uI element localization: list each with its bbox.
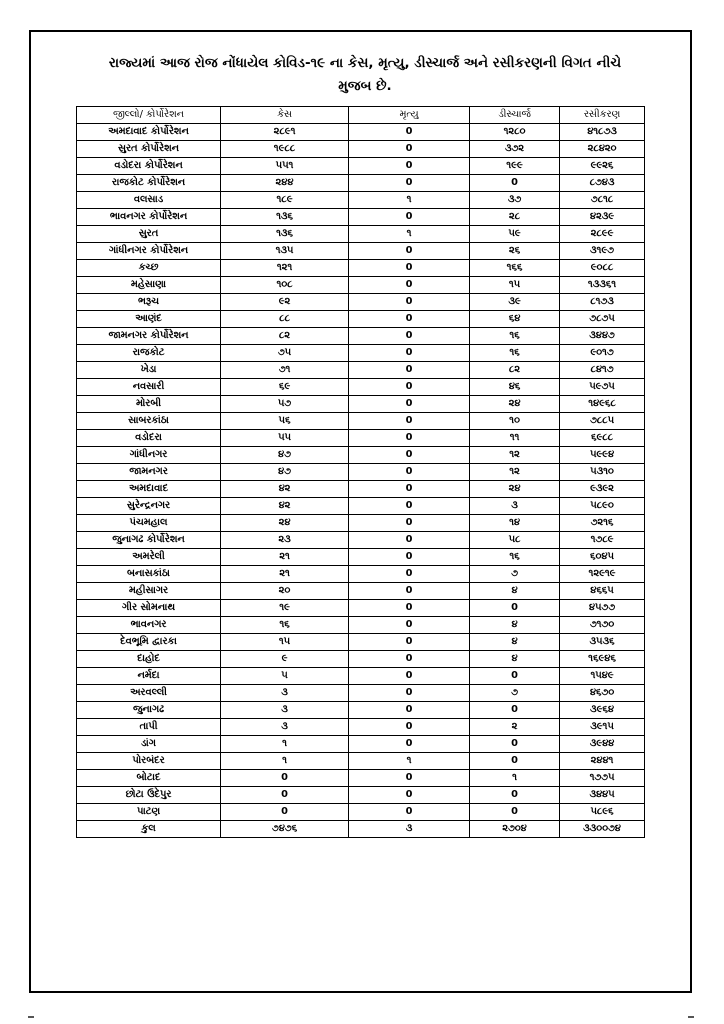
table-row xyxy=(77,345,645,362)
cell-deaths: 0 xyxy=(349,328,470,345)
cell-discharge: 0 xyxy=(470,668,560,685)
cell-vaccination: ૩૪૪૫ xyxy=(560,787,645,804)
footer-mark-right xyxy=(688,1016,694,1018)
cell-vaccination: ૧૭૮૯ xyxy=(560,532,645,549)
cell-vaccination: ૬૯૮૮ xyxy=(560,430,645,447)
table-row xyxy=(77,668,645,685)
cell-deaths: ૧ xyxy=(349,753,470,770)
cell-discharge: ૧૪ xyxy=(470,515,560,532)
cell-deaths: 0 xyxy=(349,447,470,464)
cell-discharge: ૫૮ xyxy=(470,532,560,549)
cell-cases: ૧૫ xyxy=(221,634,349,651)
table-row xyxy=(77,209,645,226)
heading-line-1: રાજ્યમાં આજ રોજ નોંધાયેલ કોવિડ-૧૯ ના કેસ, મૃત્યુ, ડીસ્ચાર્જ અને રસીકરણની વિગત નીચે xyxy=(108,55,622,71)
cell-cases: ૧૩૬ xyxy=(221,209,349,226)
cell-discharge: ૧૨૮૦ xyxy=(470,124,560,141)
cell-cases: ૯ xyxy=(221,651,349,668)
cell-district: જુનાગઢ xyxy=(77,702,221,719)
cell-district: સાબરકાંઠા xyxy=(77,413,221,430)
cell-district: ભાવનગર કોર્પોરેશન xyxy=(77,209,221,226)
cell-vaccination: ૯૦૮૮ xyxy=(560,260,645,277)
cell-discharge: ૨૪ xyxy=(470,481,560,498)
cell-discharge: ૪ xyxy=(470,651,560,668)
cell-discharge: ૨૮ xyxy=(470,209,560,226)
cell-vaccination: ૩૧૯૭ xyxy=(560,243,645,260)
cell-deaths: 0 xyxy=(349,158,470,175)
cell-vaccination: ૯૦૧૭ xyxy=(560,345,645,362)
cell-vaccination: ૩૯૬૪ xyxy=(560,702,645,719)
cell-cases: ૭૧ xyxy=(221,362,349,379)
table-row xyxy=(77,294,645,311)
cell-discharge: ૧૬ xyxy=(470,345,560,362)
cell-district: દેવભૂમિ દ્વારકા xyxy=(77,634,221,651)
cell-deaths: 0 xyxy=(349,311,470,328)
cell-vaccination: ૮૭૪૩ xyxy=(560,175,645,192)
cell-district: પંચમહાલ xyxy=(77,515,221,532)
cell-vaccination: ૭૧૭૦ xyxy=(560,617,645,634)
cell-district: ભરૂચ xyxy=(77,294,221,311)
cell-discharge: ૧૫ xyxy=(470,277,560,294)
cell-district: ડાંગ xyxy=(77,736,221,753)
cell-discharge: ૩૭ xyxy=(470,192,560,209)
cell-vaccination: ૪૬૭૦ xyxy=(560,685,645,702)
cell-district: મહેસાણા xyxy=(77,277,221,294)
table-row xyxy=(77,498,645,515)
table-row xyxy=(77,736,645,753)
cell-cases: ૪૨ xyxy=(221,498,349,515)
cell-cases: ૩ xyxy=(221,685,349,702)
cell-cases: ૨૪૪ xyxy=(221,175,349,192)
table-row xyxy=(77,124,645,141)
cell-discharge: ૧૬૬ xyxy=(470,260,560,277)
cell-district: પોરબંદર xyxy=(77,753,221,770)
table-row xyxy=(77,226,645,243)
cell-vaccination: ૧૩૩૬૧ xyxy=(560,277,645,294)
cell-cases: ૧૯ xyxy=(221,600,349,617)
cell-deaths: 0 xyxy=(349,362,470,379)
cell-deaths: 0 xyxy=(349,464,470,481)
cell-discharge: ૧૬ xyxy=(470,549,560,566)
table-row xyxy=(77,481,645,498)
cell-district: અરવલ્લી xyxy=(77,685,221,702)
cell-cases: ૫૬ xyxy=(221,413,349,430)
cell-deaths: 0 xyxy=(349,583,470,600)
cell-deaths: 0 xyxy=(349,651,470,668)
cell-discharge: ૨૬ xyxy=(470,243,560,260)
cell-deaths: 0 xyxy=(349,770,470,787)
cell-cases: ૪૭ xyxy=(221,447,349,464)
cell-cases: ૫૭ xyxy=(221,396,349,413)
cell-cases: ૪૨ xyxy=(221,481,349,498)
cell-cases: 0 xyxy=(221,804,349,821)
table-row xyxy=(77,634,645,651)
cell-district: નવસારી xyxy=(77,379,221,396)
cell-vaccination: ૪૫૭૭ xyxy=(560,600,645,617)
cell-cases: 0 xyxy=(221,770,349,787)
cell-district: તાપી xyxy=(77,719,221,736)
cell-district: નર્મદા xyxy=(77,668,221,685)
cell-deaths: 0 xyxy=(349,175,470,192)
cell-discharge: ૬૪ xyxy=(470,311,560,328)
cell-cases: ૧૩૫ xyxy=(221,243,349,260)
cell-cases: ૨૪ xyxy=(221,515,349,532)
cell-district: રાજકોટ xyxy=(77,345,221,362)
cell-vaccination: ૩૯૪૪ xyxy=(560,736,645,753)
cell-discharge: ૪ xyxy=(470,634,560,651)
cell-discharge: ૧૦ xyxy=(470,413,560,430)
cell-cases: ૭૫ xyxy=(221,345,349,362)
table-row xyxy=(77,566,645,583)
cell-district: કચ્છ xyxy=(77,260,221,277)
cell-district: ગાંધીનગર xyxy=(77,447,221,464)
cell-deaths: 0 xyxy=(349,702,470,719)
cell-deaths: 0 xyxy=(349,243,470,260)
page-heading xyxy=(70,52,660,98)
table-row xyxy=(77,413,645,430)
cell-vaccination: ૯૩૯૨ xyxy=(560,481,645,498)
cell-district: ભાવનગર xyxy=(77,617,221,634)
cell-deaths: 0 xyxy=(349,209,470,226)
table-row xyxy=(77,719,645,736)
table-row xyxy=(77,141,645,158)
cell-cases: ૬૯ xyxy=(221,379,349,396)
cell-discharge: ૧ xyxy=(470,770,560,787)
cell-deaths: 0 xyxy=(349,124,470,141)
cell-vaccination: ૭૨૧૬ xyxy=(560,515,645,532)
cell-discharge: 0 xyxy=(470,804,560,821)
cell-district: જામનગર કોર્પોરેશન xyxy=(77,328,221,345)
cell-discharge: ૩૯ xyxy=(470,294,560,311)
cell-vaccination: ૮૪૧૭ xyxy=(560,362,645,379)
cell-deaths: 0 xyxy=(349,481,470,498)
cell-district: આણંદ xyxy=(77,311,221,328)
cell-discharge: 0 xyxy=(470,736,560,753)
total-discharge: ૨૭૦૪ xyxy=(470,821,560,838)
cell-discharge: ૭ xyxy=(470,685,560,702)
cell-cases: ૨૦ xyxy=(221,583,349,600)
cell-deaths: 0 xyxy=(349,787,470,804)
cell-deaths: 0 xyxy=(349,141,470,158)
table-row xyxy=(77,549,645,566)
covid-district-table xyxy=(76,106,645,838)
cell-cases: ૧ xyxy=(221,736,349,753)
table-row xyxy=(77,804,645,821)
cell-cases: ૧૮૯ xyxy=(221,192,349,209)
cell-discharge: ૪ xyxy=(470,617,560,634)
cell-deaths: 0 xyxy=(349,685,470,702)
cell-district: ગીર સોમનાથ xyxy=(77,600,221,617)
cell-vaccination: ૫૯૭૫ xyxy=(560,379,645,396)
cell-deaths: 0 xyxy=(349,430,470,447)
cell-district: પાટણ xyxy=(77,804,221,821)
cell-district: ગાંધીનગર કોર્પોરેશન xyxy=(77,243,221,260)
cell-district: અમદાવાદ કોર્પોરેશન xyxy=(77,124,221,141)
cell-deaths: 0 xyxy=(349,719,470,736)
cell-vaccination: ૨૮૯૯ xyxy=(560,226,645,243)
table-row xyxy=(77,396,645,413)
total-cases: ૭૪૭૬ xyxy=(221,821,349,838)
cell-cases: 0 xyxy=(221,787,349,804)
table-row xyxy=(77,787,645,804)
table-row xyxy=(77,770,645,787)
table-body xyxy=(77,124,645,821)
cell-deaths: 0 xyxy=(349,600,470,617)
table-row xyxy=(77,600,645,617)
cell-deaths: 0 xyxy=(349,294,470,311)
cell-discharge: ૧૨ xyxy=(470,447,560,464)
cell-district: વડોદરા xyxy=(77,430,221,447)
cell-cases: ૨૩ xyxy=(221,532,349,549)
cell-vaccination: ૧૭૭૫ xyxy=(560,770,645,787)
cell-cases: ૩ xyxy=(221,719,349,736)
cell-discharge: ૫૯ xyxy=(470,226,560,243)
cell-discharge: 0 xyxy=(470,600,560,617)
cell-district: અમરેલી xyxy=(77,549,221,566)
table-row xyxy=(77,447,645,464)
cell-deaths: 0 xyxy=(349,260,470,277)
cell-discharge: ૨ xyxy=(470,719,560,736)
cell-vaccination: ૪૬૬૫ xyxy=(560,583,645,600)
cell-deaths: 0 xyxy=(349,634,470,651)
cell-vaccination: ૨૪૪૧ xyxy=(560,753,645,770)
cell-deaths: 0 xyxy=(349,413,470,430)
cell-cases: ૮૮ xyxy=(221,311,349,328)
cell-deaths: 0 xyxy=(349,515,470,532)
cell-discharge: ૪ xyxy=(470,583,560,600)
cell-vaccination: ૫૩૧૦ xyxy=(560,464,645,481)
table-row xyxy=(77,430,645,447)
cell-discharge: 0 xyxy=(470,175,560,192)
cell-district: છોટા ઉદેપુર xyxy=(77,787,221,804)
cell-vaccination: ૭૮૧૮ xyxy=(560,192,645,209)
cell-cases: ૮૨ xyxy=(221,328,349,345)
cell-deaths: 0 xyxy=(349,345,470,362)
cell-vaccination: ૫૮૯૬ xyxy=(560,804,645,821)
table-row xyxy=(77,515,645,532)
cell-deaths: 0 xyxy=(349,566,470,583)
cell-deaths: 0 xyxy=(349,668,470,685)
table-total-row xyxy=(77,821,645,838)
cell-cases: ૧૯૮૮ xyxy=(221,141,349,158)
table-row xyxy=(77,532,645,549)
cell-cases: ૧૬ xyxy=(221,617,349,634)
cell-cases: ૫૫૧ xyxy=(221,158,349,175)
cell-vaccination: ૮૧૭૩ xyxy=(560,294,645,311)
cell-discharge: ૨૪ xyxy=(470,396,560,413)
cell-vaccination: ૭૮૭૫ xyxy=(560,311,645,328)
table-row xyxy=(77,243,645,260)
cell-deaths: 0 xyxy=(349,549,470,566)
cell-cases: ૫૫ xyxy=(221,430,349,447)
cell-vaccination: ૫૯૯૪ xyxy=(560,447,645,464)
cell-discharge: ૧૬ xyxy=(470,328,560,345)
cell-district: બોટાદ xyxy=(77,770,221,787)
table-row xyxy=(77,328,645,345)
cell-district: અમદાવાદ xyxy=(77,481,221,498)
cell-vaccination: ૧૬૯૪૬ xyxy=(560,651,645,668)
total-label: કુલ xyxy=(77,821,221,838)
cell-vaccination: ૩૯૧૫ xyxy=(560,719,645,736)
cell-deaths: 0 xyxy=(349,277,470,294)
cell-district: સુરત xyxy=(77,226,221,243)
table-row xyxy=(77,158,645,175)
table-row xyxy=(77,192,645,209)
cell-vaccination: ૩૪૪૭ xyxy=(560,328,645,345)
table-row xyxy=(77,464,645,481)
cell-district: રાજકોટ કોર્પોરેશન xyxy=(77,175,221,192)
cell-cases: ૨૮૯૧ xyxy=(221,124,349,141)
cell-deaths: ૧ xyxy=(349,192,470,209)
cell-cases: ૩ xyxy=(221,702,349,719)
table-row xyxy=(77,362,645,379)
header-vaccination: રસીકરણ xyxy=(560,107,645,124)
cell-deaths: 0 xyxy=(349,804,470,821)
cell-deaths: 0 xyxy=(349,396,470,413)
table-row xyxy=(77,260,645,277)
cell-vaccination: ૧૪૯૬૮ xyxy=(560,396,645,413)
cell-cases: ૨૧ xyxy=(221,549,349,566)
cell-discharge: 0 xyxy=(470,787,560,804)
cell-cases: ૯૨ xyxy=(221,294,349,311)
footer-mark-left xyxy=(28,1016,34,1018)
cell-deaths: 0 xyxy=(349,498,470,515)
cell-district: મહીસાગર xyxy=(77,583,221,600)
cell-vaccination: ૯૯૨૬ xyxy=(560,158,645,175)
cell-cases: ૨૧ xyxy=(221,566,349,583)
cell-vaccination: ૧૫૪૯ xyxy=(560,668,645,685)
table-row xyxy=(77,702,645,719)
cell-district: મોરબી xyxy=(77,396,221,413)
cell-discharge: ૧૯૯ xyxy=(470,158,560,175)
cell-vaccination: ૨૮૪૨૦ xyxy=(560,141,645,158)
table-row xyxy=(77,617,645,634)
cell-discharge: ૧૨ xyxy=(470,464,560,481)
cell-discharge: ૧૧ xyxy=(470,430,560,447)
table-row xyxy=(77,175,645,192)
cell-deaths: ૧ xyxy=(349,226,470,243)
header-district: જીલ્લો/ કોર્પોરેશન xyxy=(77,107,221,124)
cell-discharge: 0 xyxy=(470,753,560,770)
cell-cases: ૧૦૮ xyxy=(221,277,349,294)
cell-district: બનાસકાંઠા xyxy=(77,566,221,583)
table-row xyxy=(77,583,645,600)
cell-vaccination: ૭૮૮૫ xyxy=(560,413,645,430)
cell-cases: ૪૭ xyxy=(221,464,349,481)
cell-district: સુરત કોર્પોરેશન xyxy=(77,141,221,158)
cell-deaths: 0 xyxy=(349,379,470,396)
table-row xyxy=(77,311,645,328)
cell-vaccination: ૪૧૮૭૩ xyxy=(560,124,645,141)
cell-district: સુરેન્દ્રનગર xyxy=(77,498,221,515)
table-header-row xyxy=(77,107,645,124)
cell-vaccination: ૪૨૩૯ xyxy=(560,209,645,226)
cell-discharge: ૪૬ xyxy=(470,379,560,396)
table-row xyxy=(77,685,645,702)
total-vaccination: ૩૩૦૦૭૪ xyxy=(560,821,645,838)
table-row xyxy=(77,379,645,396)
cell-deaths: 0 xyxy=(349,617,470,634)
cell-vaccination: ૫૮૯૦ xyxy=(560,498,645,515)
cell-district: વલસાડ xyxy=(77,192,221,209)
cell-district: જામનગર xyxy=(77,464,221,481)
cell-vaccination: ૬૦૪૫ xyxy=(560,549,645,566)
cell-cases: ૧૩૬ xyxy=(221,226,349,243)
cell-district: ખેડા xyxy=(77,362,221,379)
cell-district: વડોદરા કોર્પોરેશન xyxy=(77,158,221,175)
cell-deaths: 0 xyxy=(349,736,470,753)
cell-cases: ૧ xyxy=(221,753,349,770)
cell-cases: ૧૨૧ xyxy=(221,260,349,277)
header-deaths: મૃત્યુ xyxy=(349,107,470,124)
cell-discharge: ૮૨ xyxy=(470,362,560,379)
header-discharge: ડીસ્ચાર્જ xyxy=(470,107,560,124)
table-row xyxy=(77,277,645,294)
cell-discharge: ૩૭૨ xyxy=(470,141,560,158)
cell-district: દાહોદ xyxy=(77,651,221,668)
total-deaths: ૩ xyxy=(349,821,470,838)
cell-discharge: 0 xyxy=(470,702,560,719)
cell-cases: ૫ xyxy=(221,668,349,685)
cell-discharge: ૩ xyxy=(470,498,560,515)
cell-vaccination: ૩૫૩૬ xyxy=(560,634,645,651)
cell-deaths: 0 xyxy=(349,532,470,549)
cell-discharge: ૭ xyxy=(470,566,560,583)
cell-district: જુનાગઢ કોર્પોરેશન xyxy=(77,532,221,549)
table-row xyxy=(77,753,645,770)
header-cases: કેસ xyxy=(221,107,349,124)
heading-line-2: મુજબ છે. xyxy=(338,78,392,94)
cell-vaccination: ૧૨૯૧૯ xyxy=(560,566,645,583)
table-row xyxy=(77,651,645,668)
